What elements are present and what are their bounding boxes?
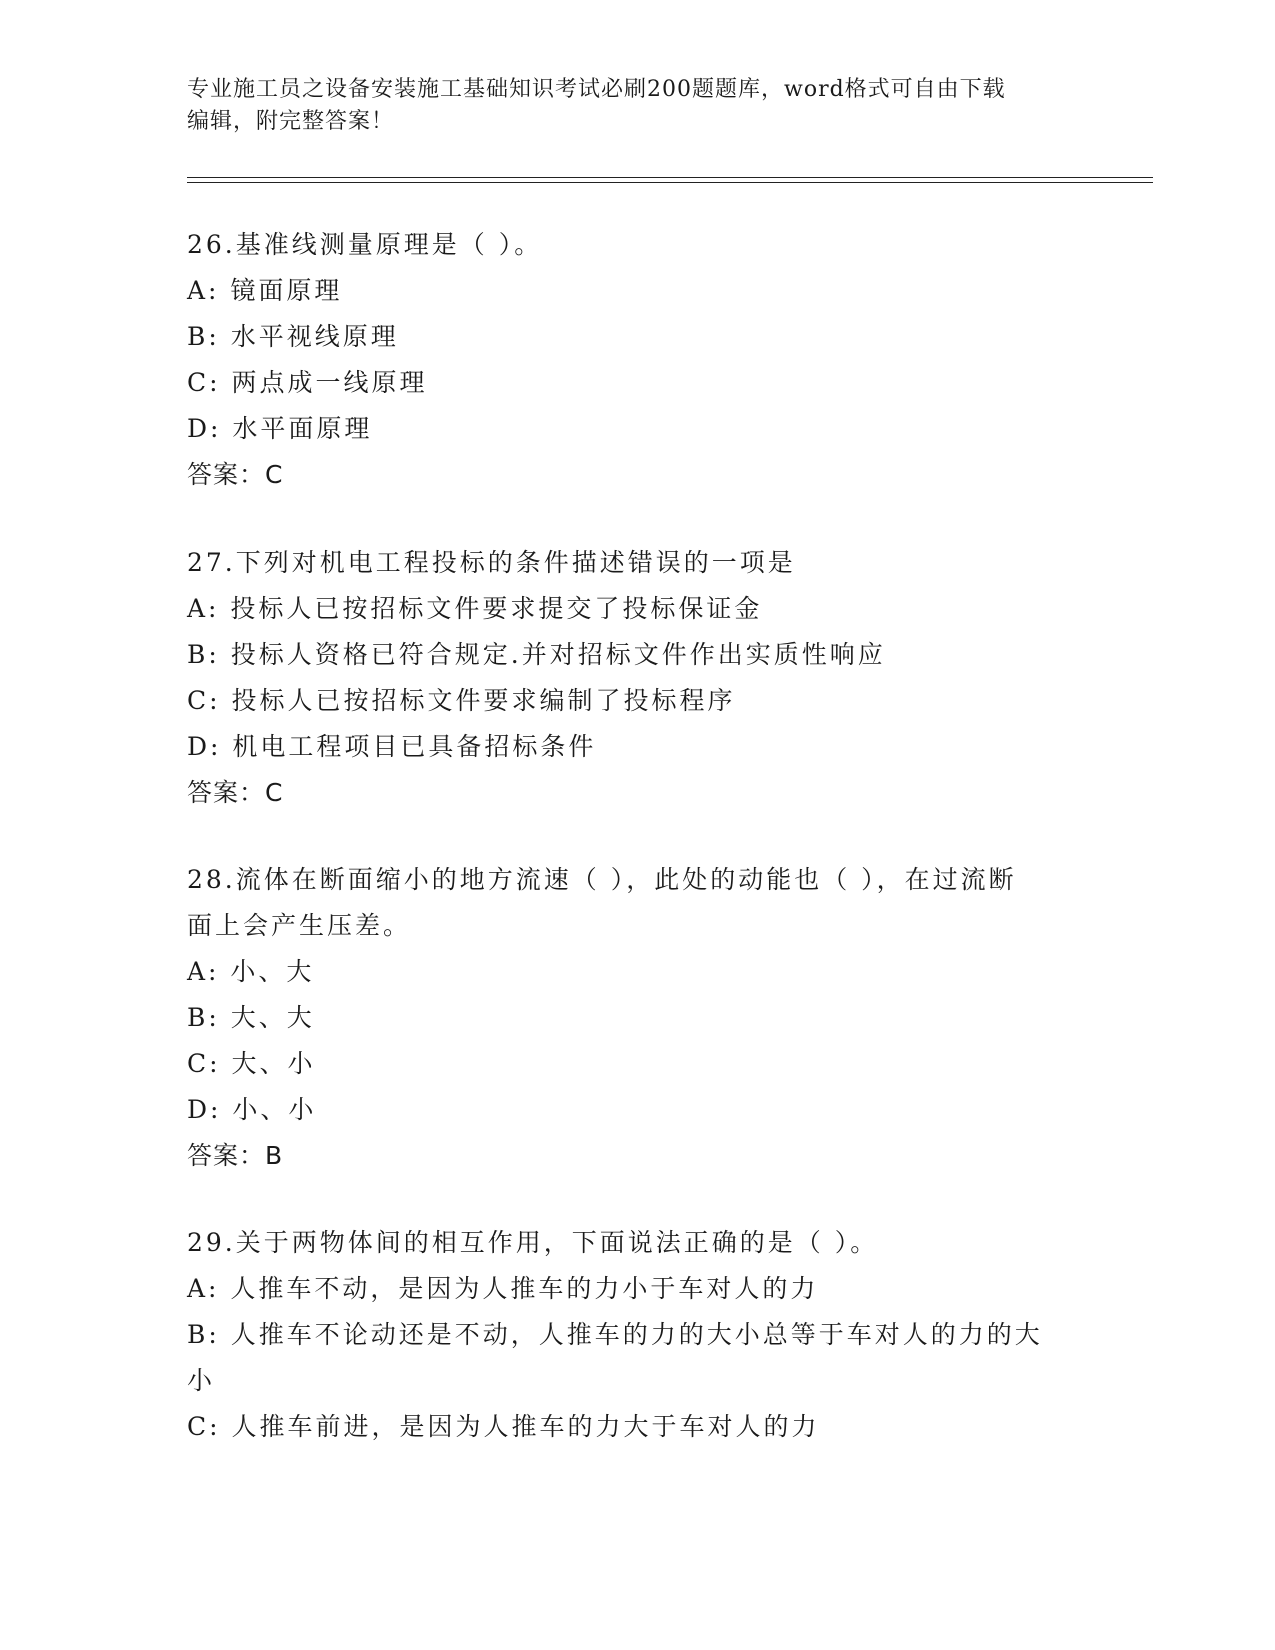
answer-label: 答案：B: [187, 1141, 284, 1170]
option-b: B: 水平视线原理: [187, 322, 399, 351]
option-a: A: 人推车不动，是因为人推车的力小于车对人的力: [187, 1274, 819, 1303]
header-title-line-2: 编辑，附完整答案！: [187, 109, 395, 134]
question-28: [187, 857, 1087, 1179]
option-a: A: 小、大: [187, 957, 315, 986]
option-c: C: 两点成一线原理: [187, 368, 428, 397]
option-c: C: 投标人已按招标文件要求编制了投标程序: [187, 686, 736, 715]
option-b-continued: 小: [187, 1366, 216, 1395]
question-26: [187, 222, 1087, 498]
header-title-line-1: 专业施工员之设备安装施工基础知识考试必刷200题题库，word格式可自由下载: [187, 77, 1006, 102]
question-stem: 26.基准线测量原理是（ ）。: [187, 230, 543, 259]
answer-label: 答案：C: [187, 460, 284, 489]
option-b: B: 人推车不论动还是不动，人推车的力的大小总等于车对人的力的大: [187, 1320, 1043, 1349]
document-header: [187, 74, 1067, 138]
header-divider: [187, 177, 1153, 183]
option-c: C: 大、小: [187, 1049, 316, 1078]
question-stem-line-2: 面上会产生压差。: [187, 911, 412, 940]
option-d: D: 机电工程项目已具备招标条件: [187, 732, 597, 761]
answer-label: 答案：C: [187, 778, 284, 807]
option-a: A: 镜面原理: [187, 276, 343, 305]
question-stem: 27.下列对机电工程投标的条件描述错误的一项是: [187, 548, 796, 577]
question-27: [187, 540, 1087, 816]
option-d: D: 水平面原理: [187, 414, 373, 443]
question-29: [187, 1220, 1087, 1450]
option-b: B: 投标人资格已符合规定.并对招标文件作出实质性响应: [187, 640, 886, 669]
option-c: C: 人推车前进，是因为人推车的力大于车对人的力: [187, 1412, 820, 1441]
option-a: A: 投标人已按招标文件要求提交了投标保证金: [187, 594, 763, 623]
option-d: D: 小、小: [187, 1095, 317, 1124]
question-stem-line-1: 28.流体在断面缩小的地方流速（ ），此处的动能也（ ），在过流断: [187, 865, 1017, 894]
option-b: B: 大、大: [187, 1003, 315, 1032]
question-stem: 29.关于两物体间的相互作用，下面说法正确的是（ ）。: [187, 1228, 879, 1257]
